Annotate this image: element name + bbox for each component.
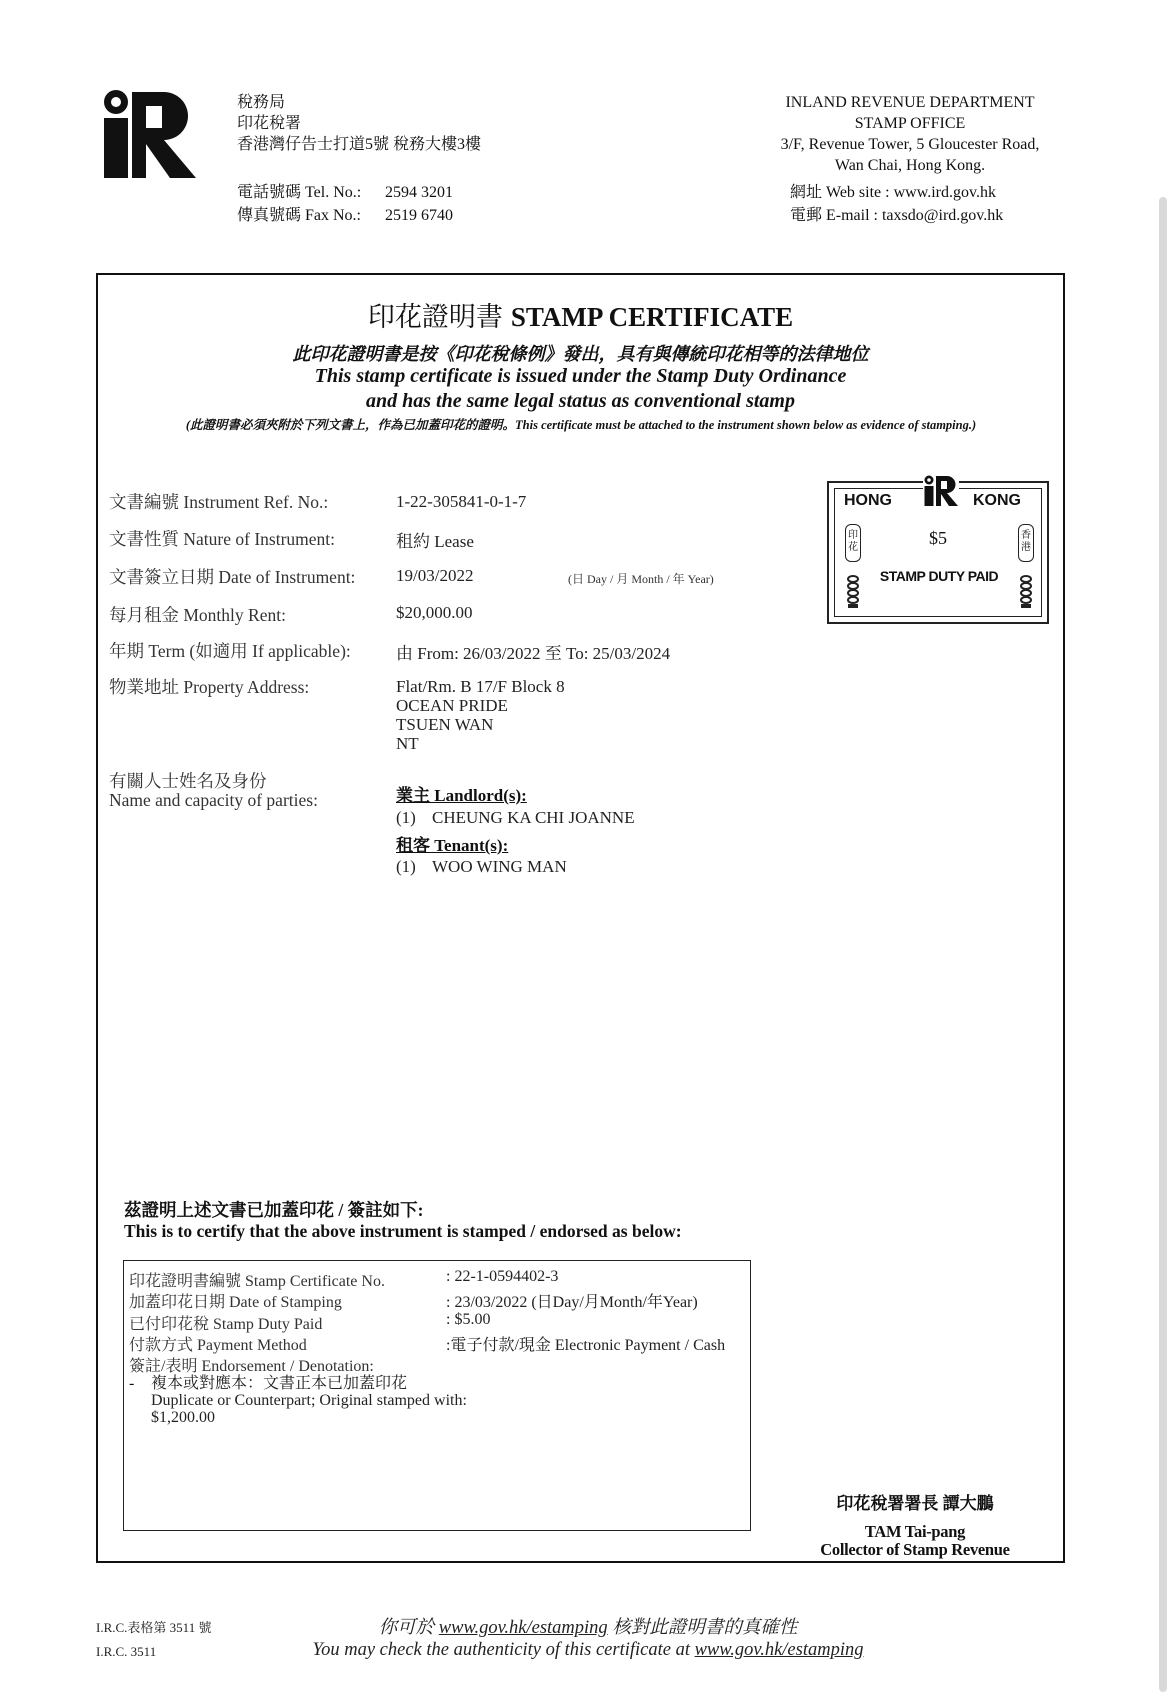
term-value: 由 From: 26/03/2022 至 To: 25/03/2024	[396, 644, 671, 663]
stamp-seal-right: 香港	[1018, 524, 1034, 562]
stamp-ornament-icon	[1019, 575, 1033, 609]
header-line: 香港灣仔告士打道5號 稅務大樓3樓	[237, 136, 482, 153]
landlord-number: (1)	[396, 808, 416, 827]
certificate-title	[96, 295, 1065, 334]
stamp-seal-left: 印花	[845, 524, 861, 562]
property-address	[396, 677, 565, 753]
nature-label: 文書性質 Nature of Instrument:	[109, 529, 335, 549]
header-line: 3/F, Revenue Tower, 5 Gloucester Road,	[780, 136, 1040, 153]
verify-note-english	[248, 1640, 928, 1661]
title-chinese: 印花證明書	[367, 302, 503, 332]
endorsement-note-line: $1,200.00	[151, 1409, 215, 1426]
date-format-hint: (日 Day / 月 Month / 年 Year)	[568, 572, 714, 586]
fax-label: 傳真號碼 Fax No.:	[237, 207, 362, 224]
verify-zh-suffix: 核對此證明書的真確性	[607, 1618, 798, 1638]
payment-method-value: :電子付款/現金 Electronic Payment / Cash	[446, 1337, 726, 1354]
collector-signature-block	[800, 1489, 1030, 1559]
date-value: 19/03/2022	[396, 566, 474, 585]
address-line: NT	[396, 734, 419, 753]
duty-paid-value: : $5.00	[446, 1311, 491, 1328]
header-line: Wan Chai, Hong Kong.	[834, 157, 986, 174]
fax-value: 2519 6740	[385, 207, 453, 224]
stamp-ornament-icon	[846, 575, 860, 609]
parties-label-chinese: 有關人士姓名及身份	[109, 771, 267, 791]
ird-logo	[100, 88, 200, 180]
form-number-english: I.R.C. 3511	[96, 1644, 157, 1659]
tenant-entry	[396, 857, 567, 877]
stamp-ird-logo	[923, 475, 959, 507]
stamp-hong-text: HONG	[844, 492, 892, 509]
tel-label: 電話號碼 Tel. No.:	[237, 184, 362, 201]
collector-title-english: Collector of Stamp Revenue	[820, 1540, 1010, 1559]
endorsement-label: 簽註/表明 Endorsement / Denotation:	[129, 1358, 374, 1375]
email-text: 電郵 E-mail : taxsdo@ird.gov.hk	[790, 207, 1004, 224]
parties-label-english: Name and capacity of parties:	[109, 790, 318, 810]
verify-en-prefix: You may check the authenticity of this certificate at	[312, 1640, 695, 1660]
date-label: 文書簽立日期 Date of Instrument:	[109, 567, 356, 587]
address-label: 物業地址 Property Address:	[109, 677, 310, 697]
ref-value: 1-22-305841-0-1-7	[396, 492, 527, 511]
collector-name: TAM Tai-pang	[864, 1522, 966, 1541]
stamp-amount: $5	[929, 528, 947, 548]
vertical-scrollbar[interactable]	[1159, 197, 1167, 1692]
subtitle-english-line2: and has the same legal status as conventional stamp	[366, 390, 795, 412]
address-line: Flat/Rm. B 17/F Block 8	[396, 677, 565, 696]
endorsement-note-line: Duplicate or Counterpart; Original stamped with:	[151, 1392, 467, 1409]
landlord-entry	[396, 808, 635, 828]
rent-label: 每月租金 Monthly Rent:	[109, 605, 286, 625]
form-number-chinese: I.R.C.表格第 3511 號	[96, 1620, 212, 1635]
verify-zh-prefix: 你可於	[378, 1618, 439, 1638]
parties-label	[109, 772, 318, 810]
address-line: OCEAN PRIDE	[396, 696, 508, 715]
tenant-heading: 租客 Tenant(s):	[396, 836, 509, 855]
verify-note-chinese	[248, 1613, 928, 1639]
nature-value: 租約 Lease	[396, 532, 474, 551]
form-number	[96, 1616, 211, 1664]
landlord-name: CHEUNG KA CHI JOANNE	[432, 808, 635, 827]
header-line: INLAND REVENUE DEPARTMENT	[785, 94, 1035, 111]
stamp-kong-text: KONG	[973, 492, 1021, 509]
verify-link-chinese[interactable]: www.gov.hk/estamping	[438, 1618, 608, 1638]
endorsement-bullet: -	[129, 1375, 135, 1392]
payment-method-label: 付款方式 Payment Method	[129, 1337, 307, 1354]
rent-value: $20,000.00	[396, 603, 473, 622]
tel-value: 2594 3201	[385, 184, 453, 201]
header-dept-english	[740, 92, 1080, 176]
header-line: 印花稅署	[237, 115, 302, 132]
ref-label: 文書編號 Instrument Ref. No.:	[109, 492, 329, 512]
collector-title-chinese: 印花稅署署長 譚大鵬	[836, 1494, 994, 1513]
cert-no-label: 印花證明書編號 Stamp Certificate No.	[129, 1273, 385, 1290]
header-contact-numbers	[237, 181, 453, 227]
stamping-date-label: 加蓋印花日期 Date of Stamping	[129, 1294, 342, 1311]
header-dept-chinese	[237, 92, 481, 155]
header-line: 稅務局	[237, 94, 286, 111]
duty-paid-label: 已付印花稅 Stamp Duty Paid	[129, 1316, 323, 1333]
stamping-date-value: : 23/03/2022 (日Day/月Month/年Year)	[446, 1294, 698, 1311]
tenant-name: WOO WING MAN	[432, 857, 567, 876]
endorsement-note	[151, 1375, 467, 1426]
verify-link-english[interactable]: www.gov.hk/estamping	[694, 1640, 864, 1660]
header-web-contacts	[790, 181, 1003, 227]
term-label: 年期 Term (如適用 If applicable):	[109, 641, 351, 661]
address-line: TSUEN WAN	[396, 715, 494, 734]
certify-heading-english: This is to certify that the above instrument is stamped / endorsed as below:	[124, 1221, 682, 1241]
header-line: STAMP OFFICE	[854, 115, 966, 132]
cert-no-value: : 22-1-0594402-3	[446, 1268, 559, 1285]
stamp-paid-text: STAMP DUTY PAID	[879, 568, 999, 584]
endorsement-note-line: 複本或對應本：文書正本已加蓋印花	[151, 1375, 408, 1392]
certify-heading-chinese: 茲證明上述文書已加蓋印花 / 簽註如下:	[124, 1200, 424, 1220]
title-english: STAMP CERTIFICATE	[510, 302, 794, 332]
landlord-heading: 業主 Landlord(s):	[396, 786, 527, 805]
tenant-number: (1)	[396, 857, 416, 876]
subtitle-english-line1: This stamp certificate is issued under the Stamp Duty Ordinance	[314, 365, 847, 387]
attach-note: (此證明書必須夾附於下列文書上，作為已加蓋印花的證明。This certificate must be attached to the instrument shown below as evidence of stamping.)	[185, 418, 977, 432]
subtitle-chinese: 此印花證明書是按《印花稅條例》發出，具有與傳統印花相等的法律地位	[292, 344, 869, 364]
website-text: 網址 Web site : www.ird.gov.hk	[790, 184, 996, 201]
